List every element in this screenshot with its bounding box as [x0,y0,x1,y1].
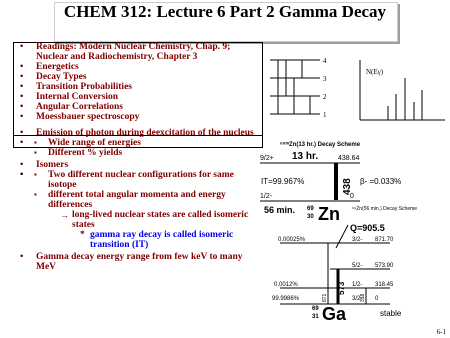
parent-energy: 438.64 [338,155,360,162]
bullet-emission: • Emission of photon during deexcitation of the nucleus [20,128,255,138]
ga-symbol: Ga [322,304,347,320]
outline-item-angular: • Angular Correlations [20,102,255,112]
outline-list [20,42,255,272]
gamma-438-label: 438 [342,178,353,195]
slide-title: CHEM 312: Lecture 6 Part 2 Gamma Decay [63,2,387,21]
ga-level-2-energy: 573.90 [375,263,394,269]
parent-half-life: 13 hr. [292,151,319,162]
zn-z: 30 [307,214,314,220]
ga-level-4-yield: 99.9986% [272,296,300,302]
spectrum-ylabel: N(Eγ) [366,68,384,76]
outline-item-internal-conversion: • Internal Conversion [20,92,255,102]
energy-level-diagram [270,50,450,130]
zn-half-life: 56 min. [264,205,296,215]
ga-level-3-energy: 318.45 [375,282,394,288]
ga-level-3-yield: 0.0012% [274,282,298,288]
spectrum-lines [388,78,422,120]
level-label-1: 1 [323,111,327,119]
gamma-318-label: 318 [360,293,366,302]
outline-item-moessbauer: • Moessbauer spectroscopy [20,112,255,122]
bullet-isomers: • Isomers [20,160,255,170]
outline-item-transition: • Transition Probabilities [20,82,255,92]
outline-item-decay-types: • Decay Types [20,72,255,82]
ga-z: 31 [312,314,319,320]
bullet-gamma-range: • Gamma decay energy range from few keV to many MeV [20,252,255,272]
page-number: 6-1 [436,328,446,336]
ground-spin: 1/2- [260,193,273,200]
ga-level-2-spin: 5/2- [352,263,363,269]
stable-label: stable [380,309,402,318]
zn-mass: 69 [307,206,314,212]
gamma-871-label: 871 [322,293,328,302]
scheme-title: ⁶⁹ᵐZn(13 hr.) Decay Scheme [280,142,361,148]
isomers-sublist [20,170,255,250]
emission-sub-yields: ▪ Different % yields [20,148,255,158]
outline-item-energetics: • Energetics [20,62,255,72]
ga-level-1-yield: 0.00025% [278,237,306,243]
ga-level-1-energy: 871.70 [375,237,394,243]
zn-symbol: Zn [318,204,340,224]
q-value: Q=905.5 [350,223,385,233]
zn56-title: ⁶⁹Zn(56 min.) Decay Scheme [352,206,418,212]
it-branch: IT=99.967% [261,177,305,186]
transition-arrows [278,60,310,114]
ga-level-4-energy: 0 [375,296,379,302]
gamma-573-label: 573 [337,281,346,295]
isomers-sub-configs: ▪ • Two different nuclear configurations for same isotope [20,170,255,190]
ga-mass: 69 [312,306,319,312]
level-label-4: 4 [323,57,327,65]
ga-level-3-spin: 1/2- [352,282,363,288]
beta-branch: β- =0.033% [360,177,402,186]
level-label-2: 2 [323,93,327,101]
ground-energy: 0 [350,193,354,200]
ga-level-1-spin: 3/2- [352,237,363,243]
level-label-3: 3 [323,75,327,83]
isomers-sub2: → long-lived nuclear states are called isomeric states [20,210,255,230]
outline-item-readings: • Readings: Modern Nuclear Chemistry, Chap. 9; Nuclear and Radiochemistry, Chapter 3 [20,42,255,62]
emission-sub-energies: ▪ • Wide range of energies [20,138,255,148]
parent-spin: 9/2+ [260,155,274,162]
ga-level-4-spin: 3/2- [352,296,363,302]
isomers-sub-angular: ▪ different total angular momenta and energy differences [20,190,255,210]
emission-sublist [20,138,255,158]
isomers-sub3: * gamma ray decay is called isomeric transition (IT) [20,230,255,250]
decay-scheme [240,130,430,320]
